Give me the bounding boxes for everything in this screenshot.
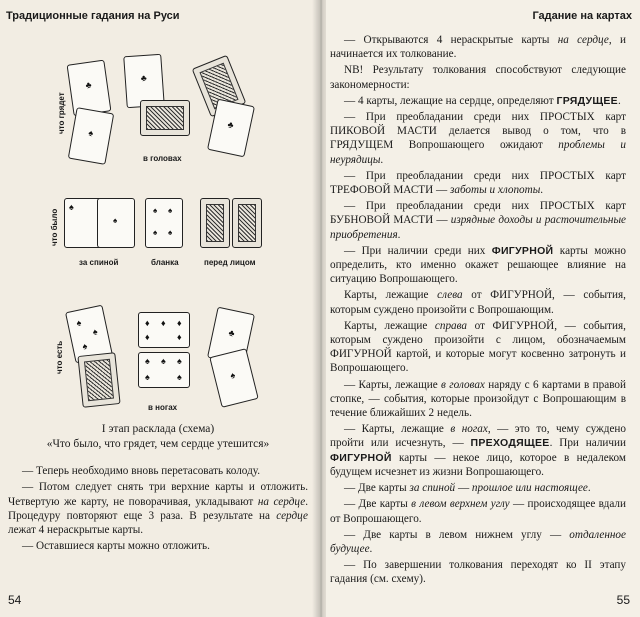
spade-icon: ♠ — [145, 356, 150, 366]
paragraph: — 4 карты, лежащие на сердце, определяют ГРЯДУЩЕЕ. — [344, 94, 621, 107]
card — [145, 198, 183, 248]
paragraph: — Две карты в левом нижнем углу — отдаленное будущее. — [330, 528, 626, 555]
paragraph: — Потом следует снять три верхние карты и отложить. Четвертую же карту, не поворачивая, укладывают на сердце. Процедуру повторяют еще 3 раза. В результате на сердце лежат 4 нераскрытые карты. — [8, 481, 308, 537]
label-present: что есть — [55, 340, 64, 374]
figure-caption-title: I этап расклада (схема) — [101, 423, 215, 435]
right-body-text — [330, 33, 626, 589]
left-body-text — [8, 464, 308, 556]
diamond-icon: ♦ — [177, 332, 182, 342]
paragraph: NB! Результату толкования способствуют следующие закономерности: — [330, 64, 626, 91]
label-past: что было — [50, 208, 59, 246]
spade-icon: ♠ — [153, 228, 158, 237]
figure-card — [200, 198, 230, 248]
club-icon: ♣ — [84, 79, 93, 91]
spade-icon: ♠ — [113, 216, 118, 225]
spade-icon: ♠ — [168, 206, 173, 215]
paragraph: — Оставшиеся карты можно отложить. — [22, 540, 210, 553]
figure-card — [77, 352, 120, 408]
running-head-right: Гадание на картах — [532, 10, 632, 22]
card — [209, 348, 258, 408]
diamond-icon: ♦ — [177, 318, 182, 328]
club-icon: ♣ — [226, 119, 235, 131]
card — [67, 60, 112, 117]
paragraph: — Две карты в левом верхнем углу — происходящее вдали от Вопрошающего. — [330, 498, 627, 525]
spade-icon: ♠ — [161, 356, 166, 366]
figure-caption-subtitle: «Что было, что грядет, чем сердце утешится» — [46, 438, 270, 450]
spade-icon: ♠ — [75, 317, 83, 329]
paragraph: — Открываются 4 нераскрытые карты на сердце, и начинается их толкование. — [330, 34, 626, 61]
spade-icon: ♠ — [69, 202, 74, 212]
figure-card — [140, 100, 190, 136]
spade-icon: ♠ — [168, 228, 173, 237]
diamond-icon: ♦ — [161, 318, 166, 328]
spade-icon: ♠ — [91, 326, 99, 338]
paragraph: — При наличии среди них ФИГУРНОЙ карты можно определить, кто именно окажет решающее влияние на ситуацию Вопрошающего. — [330, 244, 626, 286]
label-feet: в ногах — [148, 403, 178, 412]
paragraph: — По завершении толкования переходят ко II этапу гадания (см. схему). — [330, 559, 626, 586]
club-icon: ♣ — [227, 327, 236, 339]
card — [97, 198, 135, 248]
label-head: в головах — [143, 154, 182, 163]
spade-icon: ♠ — [153, 206, 158, 215]
left-page — [0, 0, 316, 617]
paragraph: — Теперь необходимо вновь перетасовать колоду. — [22, 465, 261, 477]
spade-icon: ♠ — [177, 356, 182, 366]
club-icon: ♣ — [140, 72, 148, 84]
card — [138, 312, 190, 348]
paragraph: Карты, лежащие слева от ФИГУРНОЙ, — события, которым суждено произойти с Вопрошающим. — [330, 289, 626, 316]
right-page — [326, 0, 640, 617]
paragraph: Карты, лежащие справа от ФИГУРНОЙ, — события, которым суждено произойти с лицом, обозначаемым ФИГУРНОЙ картой, и которые могут косвенно затронуть и Вопрошающего. — [330, 319, 626, 375]
spade-icon: ♠ — [145, 372, 150, 382]
paragraph: — Две карты за спиной — прошлое или настоящее. — [344, 482, 591, 495]
paragraph: — При преобладании среди них ПРОСТЫХ карт ПИКОВОЙ МАСТИ делается вывод о том, что в ГРЯДУЩЕМ Вопрошающего ожидают проблемы и неурядицы. — [330, 111, 626, 166]
label-blank: бланка — [151, 258, 179, 267]
figure-card — [232, 198, 262, 248]
label-behind: за спиной — [79, 258, 119, 267]
card — [68, 107, 114, 165]
spade-icon: ♠ — [81, 340, 89, 352]
spade-icon: ♠ — [229, 369, 237, 381]
spade-icon: ♠ — [177, 372, 182, 382]
label-face: перед лицом — [204, 258, 256, 267]
paragraph: — Карты, лежащие в ногах, — это то, чему суждено пройти или исчезнуть, — ПРЕХОДЯЩЕЕ. При наличии ФИГУРНОЙ карты — некое лицо, которое в недалеком будущем исчезнет из жизни Вопрошающего. — [330, 423, 626, 478]
card — [138, 352, 190, 388]
spade-icon: ♠ — [87, 127, 95, 139]
diamond-icon: ♦ — [145, 318, 150, 328]
page-number-left: 54 — [8, 593, 22, 607]
paragraph: — При преобладании среди них ПРОСТЫХ карт ТРЕФОВОЙ МАСТИ — заботы и хлопоты. — [330, 169, 626, 197]
page-number-right: 55 — [616, 593, 630, 607]
paragraph: — Карты, лежащие в головах наряду с 6 картами в правой стопке, — события, которые произойдут с Вопрошающим в течение ближайших 2 недель. — [330, 378, 627, 420]
diamond-icon: ♦ — [145, 332, 150, 342]
label-future: что грядет — [57, 92, 66, 134]
running-head-left: Традиционные гадания на Руси — [6, 10, 180, 22]
paragraph: — При преобладании среди них ПРОСТЫХ карт БУБНОВОЙ МАСТИ — изрядные доходы и расточительные приобретения. — [330, 200, 626, 241]
